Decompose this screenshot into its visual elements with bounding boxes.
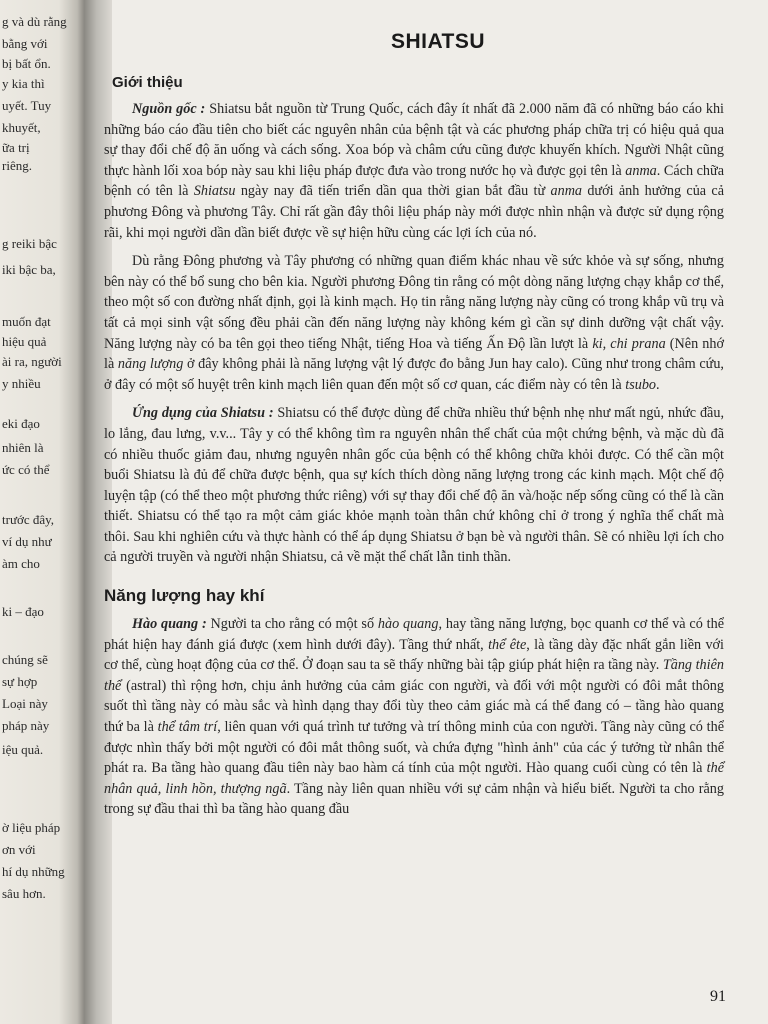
text-run: ở đây không phải là năng lượng vật lý được đo bằng Jun hay calo). Cũng như trong châm cứu, ở đây có một số huyệt trên kinh mạch liên quan đến một số cơ quan, các điểm này có tên là <box>104 356 724 393</box>
italic-term: anma <box>625 162 657 179</box>
text-run: . Tầng này liên quan nhiều với sự cảm nhận và hiểu biết. Người ta cho rằng trong sự đầu thai thì ba tầng hào quang đầu <box>104 780 724 818</box>
paragraph-east-west <box>104 251 724 395</box>
italic-term: năng lượng <box>117 356 184 373</box>
text-run: Shiatsu bắt nguồn từ Trung Quốc, cách đây ít nhất đã 2.000 năm đã có những báo cáo khi những báo cáo đầu tiên cho biết các nguyên nhân của bệnh tật và các phương pháp chữa trị có hiệu quả qua sự thay đổi chế độ ăn uống và cách sống. Xoa bóp và châm cứu cũng được khuyến khích. Người Nhật cũng thực hành lối xoa bóp này sau khi liệu pháp được đưa vào trong nước họ và được gọi tên là <box>104 101 724 179</box>
italic-term: ki, chi prana <box>592 335 666 352</box>
lead-applications: Ứng dụng của Shiatsu : <box>132 405 274 422</box>
left-page-fragment: uyết. Tuy <box>2 98 52 113</box>
left-facing-page <box>0 0 84 1024</box>
left-page-fragment: muốn đạt <box>2 314 51 329</box>
text-run: Shiatsu có thể được dùng để chữa nhiều thứ bệnh nhẹ như mất ngủ, nhức đầu, lo lắng, đau lưng, v.v... Tây y có thể không tìm ra nguyên nhân thể chất của một chứng bệnh, và mặc dù đã có nhiều thuốc giảm đau, nhưng nguyên nhân gốc của bệnh có thể không chữa khỏi được. Có thể cần một buổi Shiatsu là đủ để chữa được bệnh, qua sự kích thích dòng năng lượng trong các kinh mạch. Một chế độ luyện tập (có thể theo một phương thức riêng) với sự thay đổi chế độ ăn và/hoặc nếp sống cũng có thể là cần thiết. Shiatsu có thể tạo ra một cảm giác khỏe mạnh toàn thân chứ không chỉ ở trong ý nghĩa thể chất mà thôi. Sau khi nghiên cứu và thực hành có thể áp dụng Shiatsu ở bạn bè và người thân. Sẽ có nhiều lợi ích cho cả người truyền và người nhận Shiatsu, cả về mặt thể chất lẫn tinh thần. <box>104 405 724 566</box>
text-run: , liên quan với quá trình tư tưởng và trí thông minh của con người. Tầng này cũng có thể được nhìn thấy bởi một người có đôi mắt thông suốt, và chứa đựng "hình ảnh" của các ý tưởng từ nhân thể phát ra. Ba tầng hào quang đầu tiên này bao hàm cá tính của một người. Hào quang cuối cùng có tên là <box>104 719 724 777</box>
paragraph-aura <box>104 614 724 820</box>
left-page-fragment: riêng. <box>2 158 32 173</box>
left-page-fragment: sâu hơn. <box>2 886 46 901</box>
italic-term: tsubo <box>625 376 657 393</box>
left-page-fragment: bằng với <box>2 36 48 51</box>
left-page-fragment: ơn với <box>2 842 36 857</box>
paragraph-applications <box>104 403 724 568</box>
left-page-fragment: ài ra, người <box>2 354 62 369</box>
italic-term: Shiatsu <box>193 183 236 200</box>
lead-aura: Hào quang : <box>132 616 207 633</box>
left-page-fragment: ức có thể <box>2 462 50 477</box>
left-page-fragment: sự hợp <box>2 674 38 689</box>
italic-term: thể nhân quả, linh hồn, thượng ngã <box>104 760 724 797</box>
left-page-fragment: iệu quả. <box>2 742 44 757</box>
text-run: , hay tầng năng lượng, bọc quanh cơ thể và có thể phát hiện hay đánh giá được (xem hình dưới đây). Tầng thứ nhất, <box>104 616 724 653</box>
page-number: 91 <box>710 988 726 1005</box>
left-page-fragment: hí dụ những <box>2 864 65 879</box>
italic-term: thể tâm trí <box>157 719 218 736</box>
left-page-fragment: ờ liệu pháp <box>2 820 61 835</box>
left-page-fragment: ví dụ như <box>2 534 52 549</box>
left-page-fragment: iki bậc ba, <box>2 262 56 277</box>
left-page-fragment: eki đạo <box>2 416 40 431</box>
left-page-fragment: ữa trị <box>2 140 30 155</box>
left-page-fragment: chúng sẽ <box>2 652 48 667</box>
left-page-fragment: g reiki bậc <box>2 236 57 251</box>
left-page-fragment: pháp này <box>2 718 50 733</box>
left-page-fragment: Loại này <box>2 696 48 711</box>
text-run: . Cách chữa bệnh có tên là <box>104 162 724 200</box>
text-run: , là tầng dày đặc nhất gắn liền với cơ thể, cùng hoạt động của cơ thể. Ở đoạn sau ta sẽ thấy những bài tập giúp phát hiện ra tầng này. <box>104 636 725 674</box>
text-run: . <box>656 376 660 393</box>
left-page-fragment: trước đây, <box>2 512 55 527</box>
text-run: (astral) thì rộng hơn, chịu ảnh hưởng của cảm giác con người, và đối với một người có đôi mắt thông suốt thì tầng này có màu sắc và hình dạng thay đổi tùy theo cảm giác mà cá thể đang có – tầng hào quang thứ ba là <box>104 677 724 736</box>
left-page-fragment: hiệu quả <box>2 334 47 349</box>
left-page-fragment: khuyết, <box>2 120 41 135</box>
left-page-fragment: y kia thì <box>2 76 45 91</box>
left-page-fragment: g và dù rằng <box>2 14 67 29</box>
left-page-fragment: y nhiều <box>2 376 41 391</box>
lead-origin: Nguồn gốc : <box>132 101 206 117</box>
left-page-fragment: nhiên là <box>2 440 44 455</box>
text-run: dưới ảnh hưởng của cả phương Đông và phương Tây. Chỉ rất gần đây thôi liệu pháp này mới được nhìn nhận và được sử dụng rộng rãi, khi mọi người dần dần biết được về sự hiện hữu cùng các lợi ích của nó. <box>104 183 725 241</box>
left-page-fragment: bị bất ổn. <box>2 56 51 71</box>
text-run: Người ta cho rằng có một số <box>206 616 378 633</box>
left-page-fragment: ki – đạo <box>2 604 44 619</box>
book-page <box>104 0 768 1024</box>
text-run: (Nên nhớ là <box>104 335 724 373</box>
text-run: Dù rằng Đông phương và Tây phương có những quan điểm khác nhau về sức khỏe và sự sống, nhưng bên này có thể bổ sung cho bên kia. Người phương Đông tin rằng có một dòng năng lượng chạy khắp cơ thể, theo một số con đường nhất định, gọi là kinh mạch. Họ tin rằng năng lượng này cũng có trong khắp vũ trụ và tất cả mọi sinh vật sống đều phải cần đến năng lượng này không kém gì cần sự dinh dưỡng vật chất vậy. Năng lượng này có ba tên gọi theo tiếng Nhật, tiếng Hoa và tiếng Ấn Độ lần lượt là <box>104 253 724 352</box>
section-title-energy: Năng lượng hay khí <box>104 586 265 606</box>
section-title-intro: Giới thiệu <box>112 74 183 91</box>
page-title: SHIATSU <box>390 30 486 53</box>
left-page-fragment: àm cho <box>2 556 40 571</box>
italic-term: hào quang <box>377 616 439 633</box>
italic-term: Tầng thiên thể <box>104 657 724 694</box>
italic-term: anma <box>550 183 583 200</box>
text-run: ngày nay đã tiến triển dần qua thời gian bắt đầu từ <box>235 183 551 200</box>
italic-term: thể ête <box>488 636 527 653</box>
paragraph-origin <box>104 99 724 243</box>
